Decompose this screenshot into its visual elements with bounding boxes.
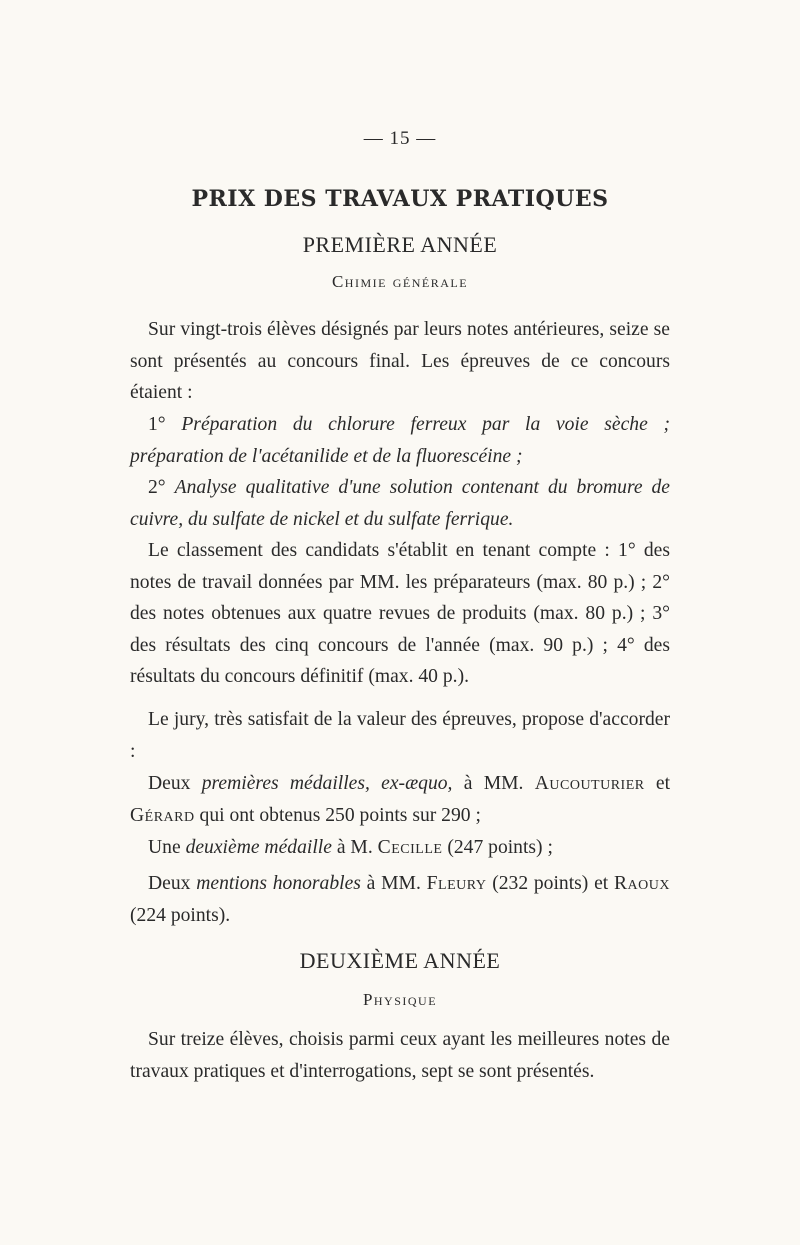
page-title: PRIX DES TRAVAUX PRATIQUES xyxy=(191,186,609,212)
list-item-epreuve-1 xyxy=(130,409,670,472)
laureate-name: Raoux xyxy=(613,873,670,894)
subsection-title-chimie: Chimie générale xyxy=(331,272,469,291)
laureate-name: Fleury xyxy=(426,873,487,894)
award-deuxieme-medaille: Une deuxième médaille à M. Cecille (247 points) ; xyxy=(148,837,553,858)
section-title-premiere-annee: PREMIÈRE ANNÉE xyxy=(302,232,498,257)
award-premieres-medailles: Deux premières médailles, ex-æquo, à MM. Aucouturier et Gérard qui ont obtenus 250 points sur 290 ; xyxy=(130,773,671,826)
list-item-text: Préparation du chlorure ferreux par la voie sèche ; préparation de l'acétanilide et de la fluorescéine ; xyxy=(130,414,670,467)
laureate-name: Gérard xyxy=(130,804,195,826)
laureate-name: Cecille xyxy=(377,837,443,858)
paragraph-physique-intro: Sur treize élèves, choisis parmi ceux ayant les meilleures notes de travaux pratiques et d'interrogations, sept se sont présentés. xyxy=(130,1029,670,1082)
list-item-number: 1° xyxy=(148,414,166,435)
list-item-epreuve-2 xyxy=(130,472,670,535)
page-number: — 15 — xyxy=(363,128,437,149)
paragraph-intro: Sur vingt-trois élèves désignés par leurs notes antérieures, seize se sont présentés au concours final. Les épreuves de ce concours étaient : xyxy=(130,319,670,403)
subsection-title-physique: Physique xyxy=(362,990,438,1009)
laureate-name: Aucouturier xyxy=(534,773,645,794)
list-item-number: 2° xyxy=(148,477,166,498)
paragraph-classement: Le classement des candidats s'établit en tenant compte : 1° des notes de travail données par MM. les préparateurs (max. 80 p.) ; 2° des notes obtenues aux quatre revues de produits (max. 80 p.) ; 3° des résultats des cinq concours de l'année (max. 90 p.) ; 4° des résultats du concours définitif (max. 40 p.). xyxy=(130,540,670,687)
award-mentions-honorables: Deux mentions honorables à MM. Fleury (232 points) et Raoux (224 points). xyxy=(130,873,670,926)
section-title-deuxieme-annee: DEUXIÈME ANNÉE xyxy=(299,948,501,973)
list-item-text: Analyse qualitative d'une solution contenant du bromure de cuivre, du sulfate de nickel et du sulfate ferrique. xyxy=(130,477,670,530)
paragraph-jury: Le jury, très satisfait de la valeur des épreuves, propose d'accorder : xyxy=(130,709,670,762)
